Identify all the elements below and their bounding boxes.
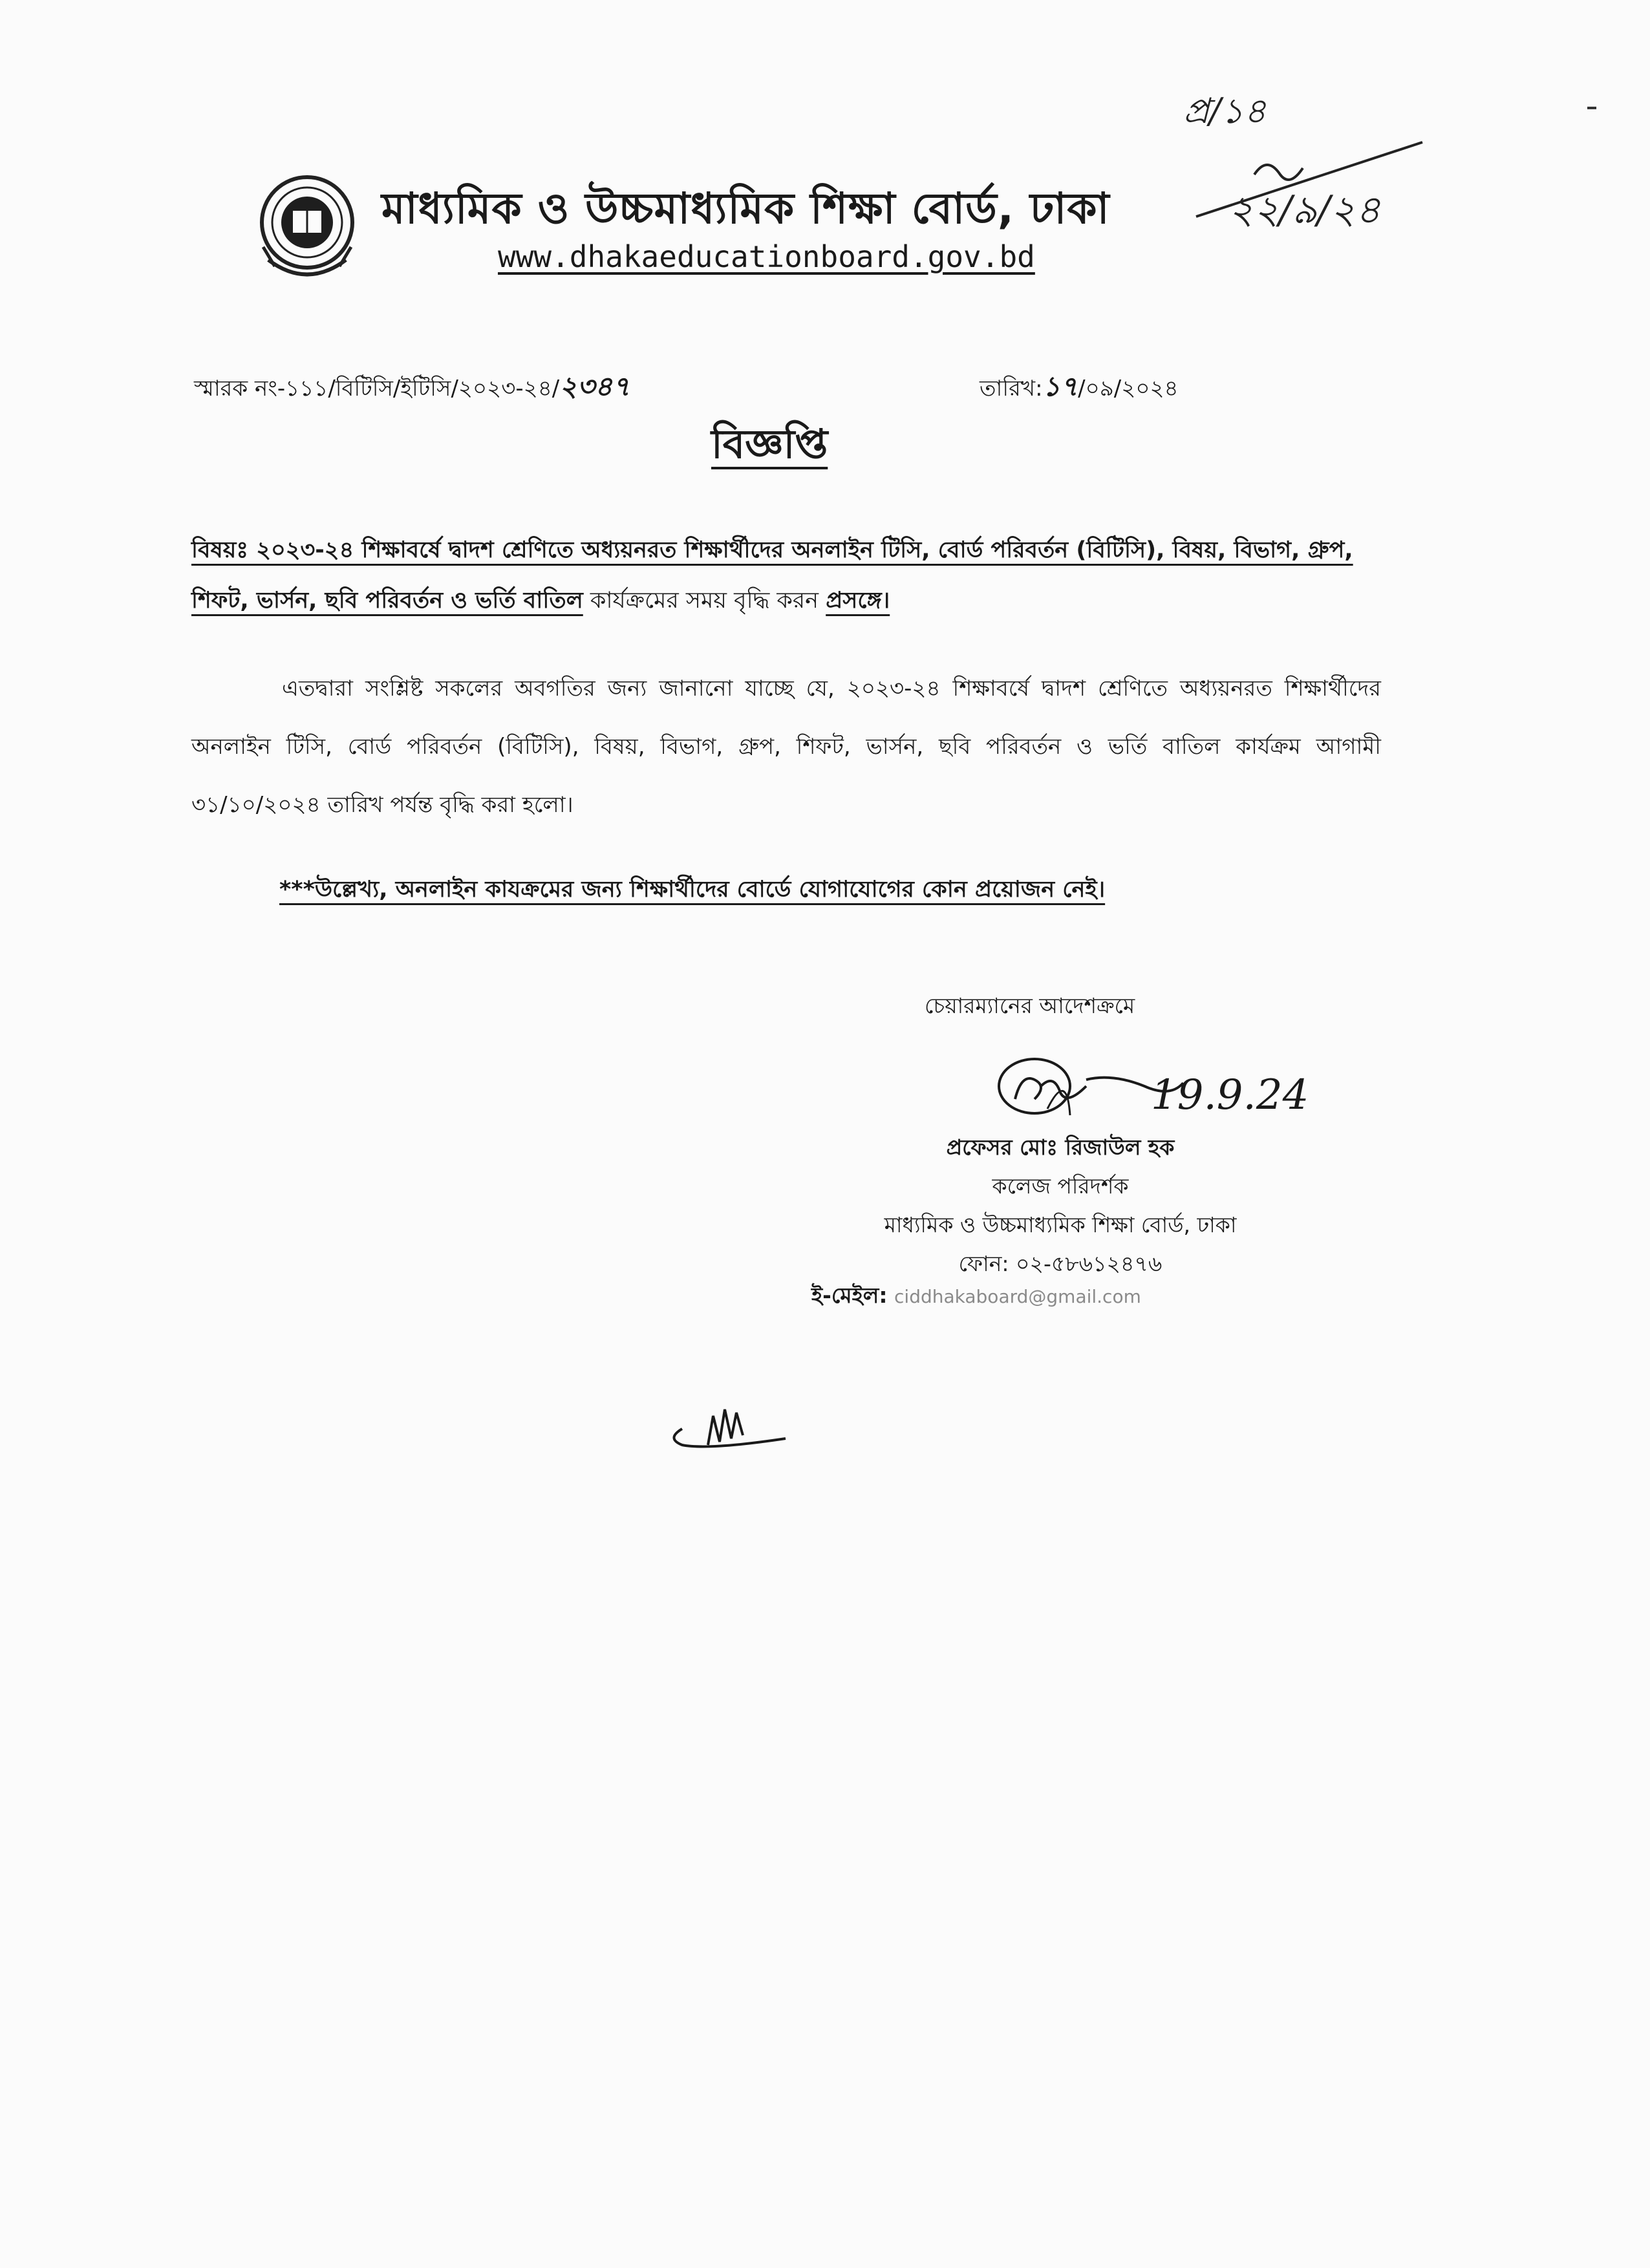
date-label: তারিখ:: [980, 376, 1043, 401]
subject-plain: কার্যক্রমের সময় বৃদ্ধি করন: [583, 588, 826, 614]
signatory-name: প্রফেসর মোঃ রিজাউল হক: [946, 1135, 1175, 1160]
svg-text:19.9.24: 19.9.24: [1151, 1071, 1309, 1119]
notice-title: বিজ্ঞপ্তি: [711, 420, 828, 467]
order-line: চেয়ারম্যানের আদেশক্রমে: [925, 993, 1135, 1018]
email-address[interactable]: ciddhakaboard@gmail.com: [894, 1286, 1141, 1307]
subject-underlined: বিষয়ঃ ২০২৩-২৪ শিক্ষাবর্ষে দ্বাদশ শ্রেণিতে অধ্যয়নরত শিক্ষার্থীদের অনলাইন টিসি, বোর্ড পরিবর্তন (বিটিসি), বিষয়, বিভাগ, গ্রুপ, শিফট, ভার্সন, ছবি পরিবর্তন ও ভর্তি বাতিল: [191, 537, 1353, 614]
scan-speck: [1587, 107, 1596, 109]
notice-body: এতদ্বারা সংশ্লিষ্ট সকলের অবগতির জন্য জানানো যাচ্ছে যে, ২০২৩-২৪ শিক্ষাবর্ষে দ্বাদশ শ্রেণিতে অধ্যয়নরত শিক্ষার্থীদের অনলাইন টিসি, বোর্ড পরিবর্তন (বিটিসি), বিষয়, বিভাগ, গ্রুপ, শিফট, ভার্সন, ছবি পরিবর্তন ও ভর্তি বাতিল কার্যক্রম আগামী ৩১/১০/২০২৪ তারিখ পর্যন্ত বৃদ্ধি করা হলো।: [191, 676, 1381, 818]
subject-line: [191, 525, 1381, 626]
subject-tail: প্রসঙ্গে।: [826, 588, 890, 614]
signatory-designation: কলেজ পরিদর্শক: [992, 1173, 1129, 1199]
handwritten-initial: [663, 1396, 798, 1468]
notice-date: [980, 365, 1179, 411]
memo-prefix: স্মারক নং-১১১/বিটিসি/ইটিসি/২০২৩-২৪/: [194, 376, 560, 401]
memo-number: [194, 365, 630, 411]
signatory-email: [811, 1279, 1141, 1315]
signatory-block: [815, 1128, 1306, 1283]
board-website-link[interactable]: www.dhakaeducationboard.gov.bd: [498, 239, 1035, 274]
memo-handwritten-number: ২৩৪৭: [559, 370, 630, 402]
notice-note: ***উল্লেখ্য, অনলাইন কাযক্রমের জন্য শিক্ষার্থীদের বোর্ডে যোগাযোগের কোন প্রয়োজন নেই।: [279, 877, 1106, 903]
handwritten-receipt-mark: [1177, 78, 1448, 246]
svg-text:২২/৯/২৪: ২২/৯/২৪: [1228, 187, 1381, 233]
signatory-office: মাধ্যমিক ও উচ্চমাধ্যমিক শিক্ষা বোর্ড, ঢাকা: [884, 1212, 1237, 1237]
svg-text:প্র/১৪: প্র/১৪: [1183, 91, 1267, 131]
date-rest: /০৯/২০২৪: [1078, 376, 1179, 401]
date-handwritten-day: ১৭: [1042, 370, 1078, 402]
board-seal-logo: [255, 169, 359, 286]
board-name-heading: মাধ্যমিক ও উচ্চমাধ্যমিক শিক্ষা বোর্ড, ঢাকা: [381, 184, 1110, 233]
email-label: ই-মেইল:: [811, 1283, 888, 1308]
signatory-phone: ফোন: ০২-৫৮৬১২৪৭৬: [958, 1251, 1162, 1276]
